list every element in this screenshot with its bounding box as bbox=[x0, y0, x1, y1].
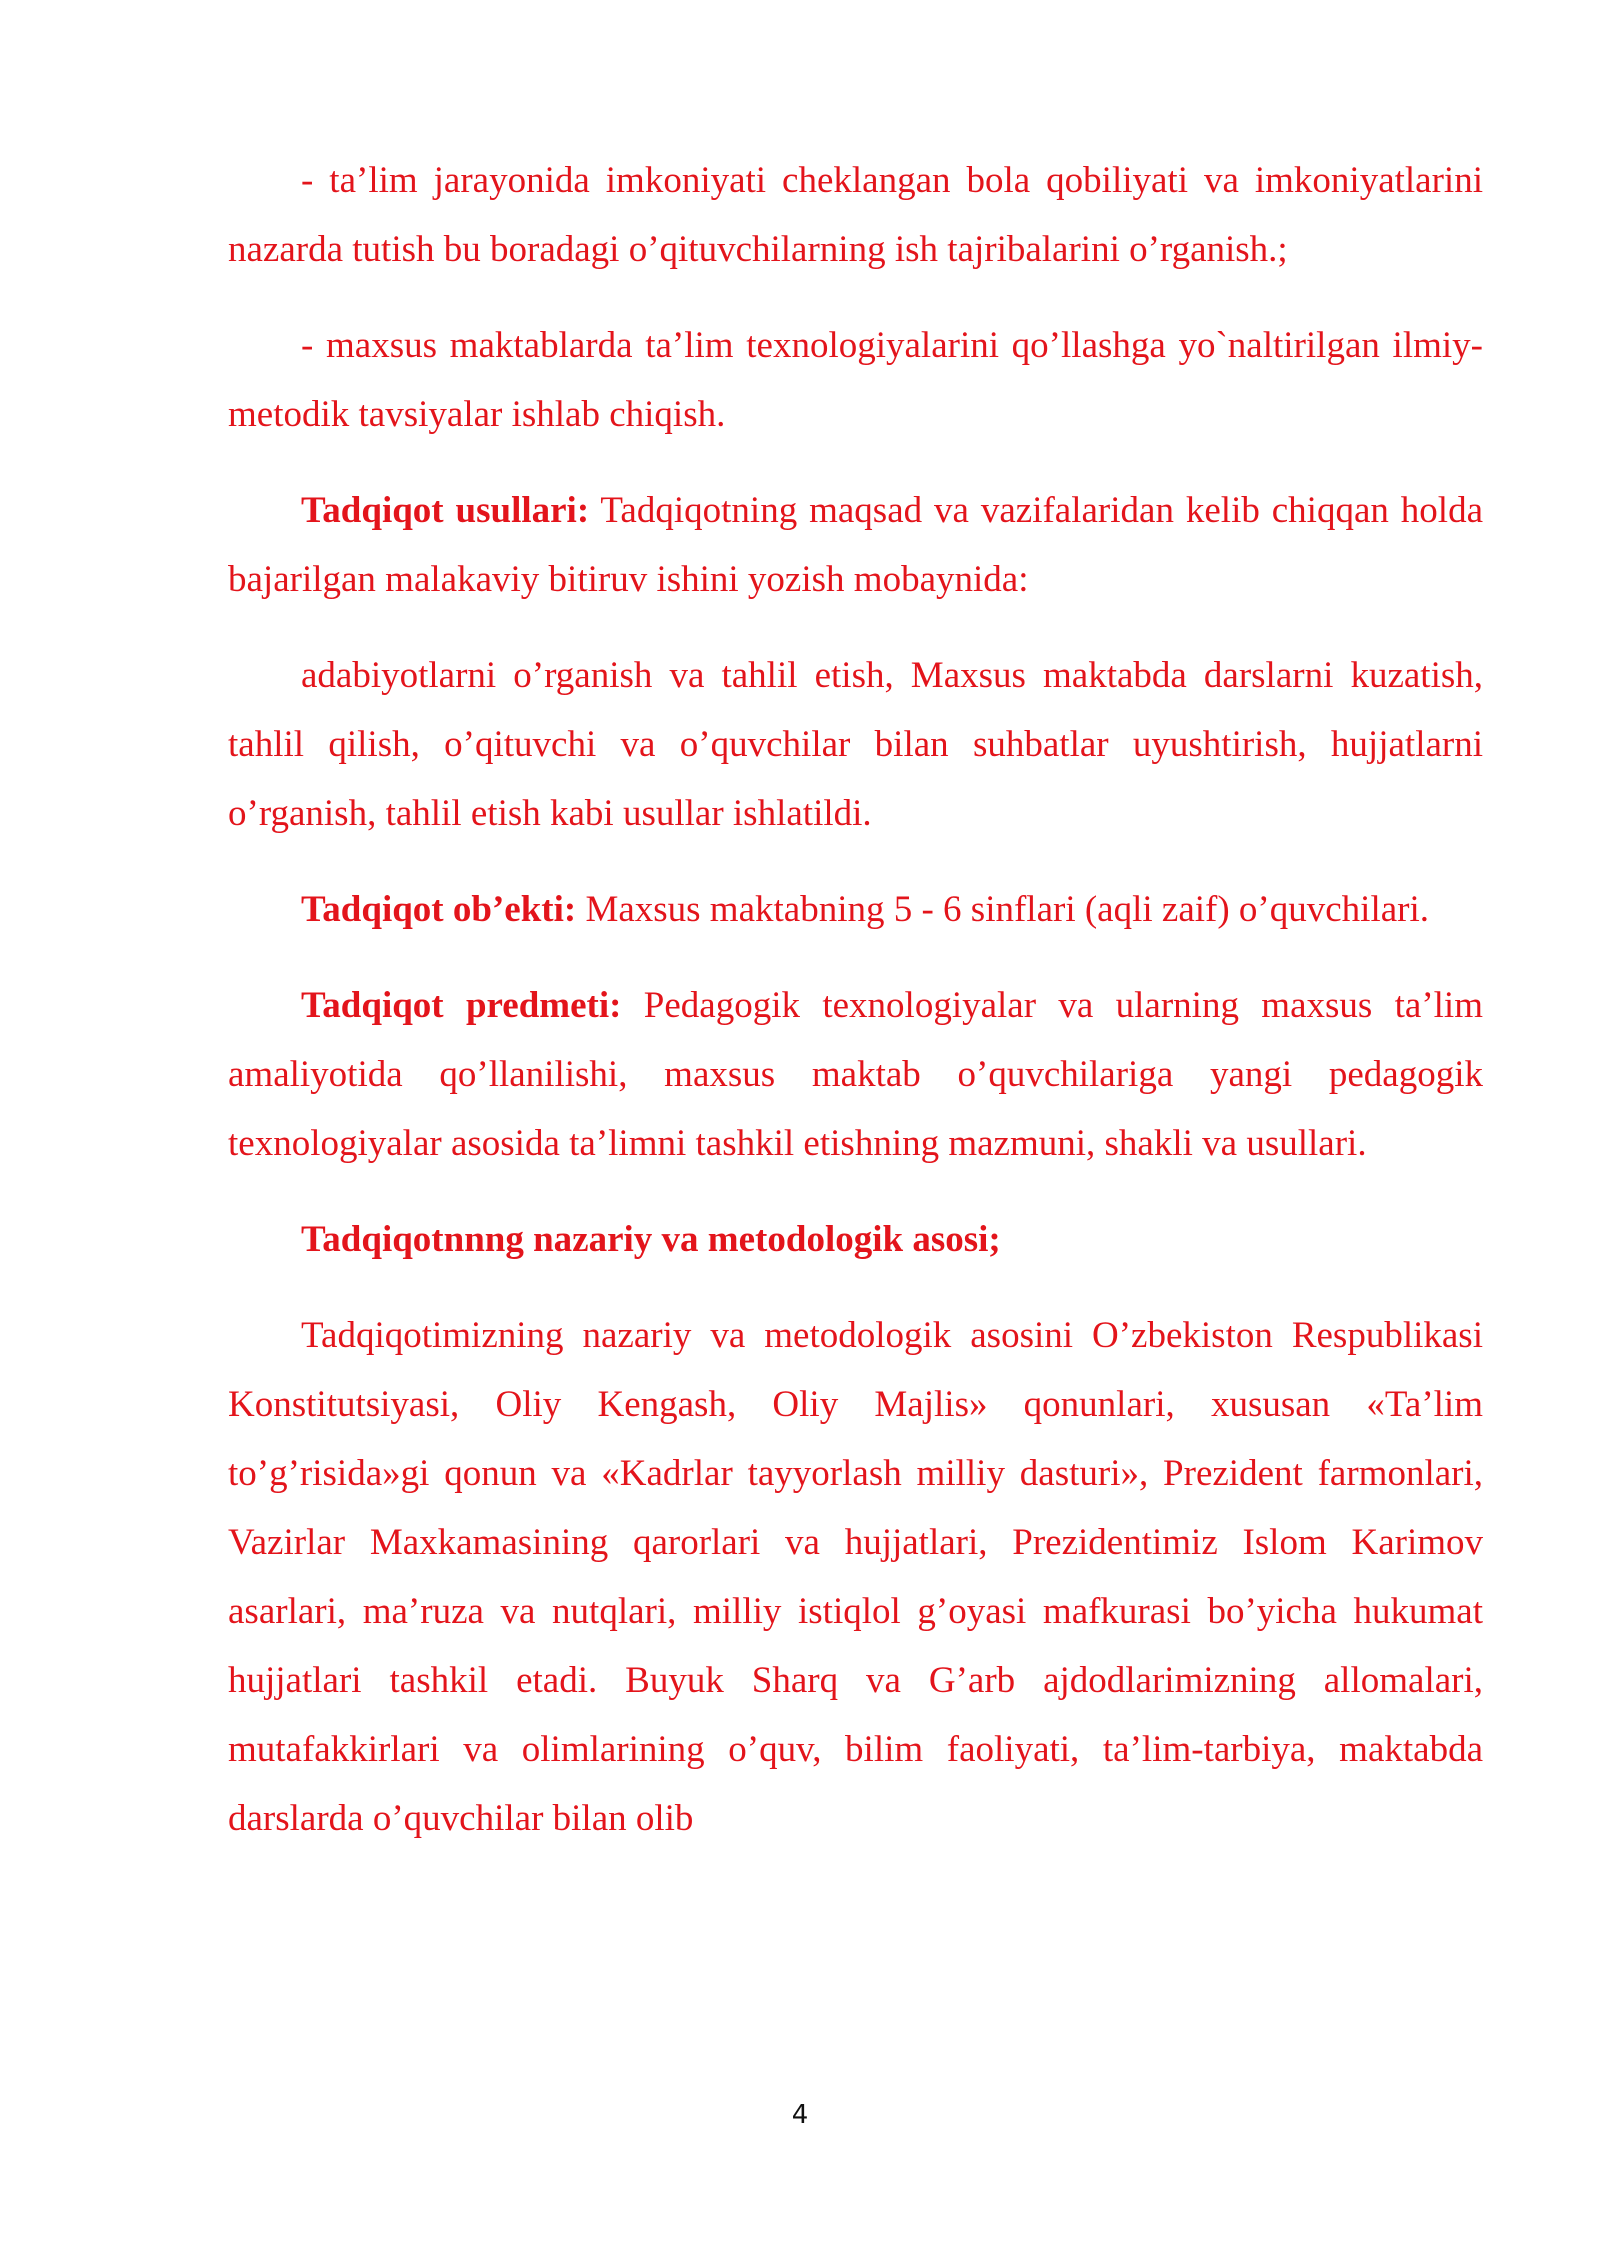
text-research-object: Maxsus maktabning 5 - 6 sinflari (aqli zaif) o’quvchilari. bbox=[576, 889, 1430, 930]
paragraph-research-subject bbox=[228, 971, 1483, 1178]
paragraph-research-methods bbox=[228, 476, 1483, 614]
heading-theoretical-basis: Tadqiqotnnng nazariy va metodologik asosi; bbox=[301, 1219, 1001, 1260]
page-body bbox=[228, 146, 1483, 1880]
paragraph-theoretical-basis: Tadqiqotimizning nazariy va metodologik asosini O’zbekiston Respublikasi Konstitutsiyasi, Oliy Kengash, Oliy Majlis» qonunlari, xususan «Ta’lim to’g’risida»gi qonun va «Kadrlar tayyorlash milliy dasturi», Prezident farmonlari, Vazirlar Maxkamasining qarorlari va hujjatlari, Prezidentimiz Islom Karimov asarlari, ma’ruza va nutqlari, milliy istiqlol g’oyasi mafkurasi bo’yicha hukumat hujjatlari tashkil etadi. Buyuk Sharq va G’arb ajdodlarimizning allomalari, mutafakkirlari va olimlarining o’quv, bilim faoliyati, ta’lim-tarbiya, maktabda darslarda o’quvchilar bilan olib bbox=[228, 1315, 1483, 1839]
label-research-methods: Tadqiqot usullari: bbox=[301, 490, 590, 531]
paragraph-task-2: - maxsus maktablarda ta’lim texnologiyalarini qo’llashga yo`naltirilgan ilmiy-metodik tavsiyalar ishlab chiqish. bbox=[228, 325, 1483, 435]
paragraph-methods-list: adabiyotlarni o’rganish va tahlil etish, Maxsus maktabda darslarni kuzatish, tahlil qilish, o’qituvchi va o’quvchilar bilan suhbatlar uyushtirish, hujjatlarni o’rganish, tahlil etish kabi usullar ishlatildi. bbox=[228, 655, 1483, 834]
paragraph-task-1: - ta’lim jarayonida imkoniyati cheklangan bola qobiliyati va imkoniyatlarini nazarda tutish bu boradagi o’qituvchilarning ish tajribalarini o’rganish.; bbox=[228, 160, 1483, 270]
text-research-methods: Tadqiqotning maqsad va vazifalaridan kelib chiqqan holda bajarilgan malakaviy bitiruv ishini yozish mobaynida: bbox=[228, 490, 1483, 600]
text-research-subject: Pedagogik texnologiyalar va ularning maxsus ta’lim amaliyotida qo’llanilishi, maxsus maktab o’quvchilariga yangi pedagogik texnologiyalar asosida ta’limni tashkil etishning mazmuni, shakli va usullari. bbox=[228, 985, 1483, 1164]
label-research-object: Tadqiqot ob’ekti: bbox=[301, 889, 577, 930]
section-heading-theoretical-basis bbox=[228, 1205, 1483, 1274]
page-number: 4 bbox=[791, 2100, 809, 2130]
paragraph-research-object bbox=[228, 875, 1483, 944]
label-research-subject: Tadqiqot predmeti: bbox=[301, 985, 622, 1026]
